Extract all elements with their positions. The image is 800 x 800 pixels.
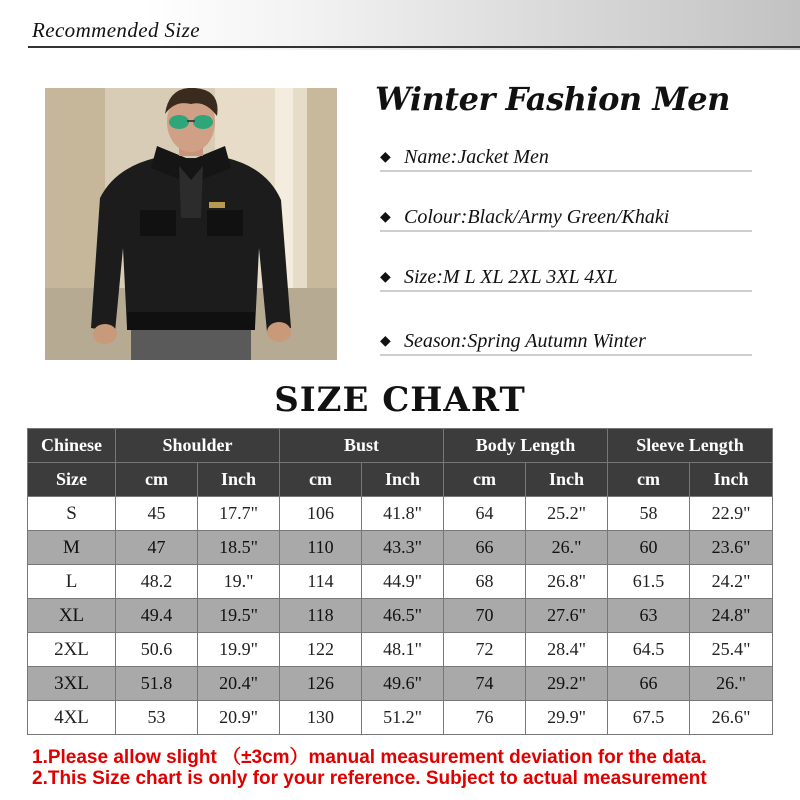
spec-season [380, 330, 752, 356]
table-cell: 19.9" [198, 633, 280, 667]
table-cell: 25.4" [690, 633, 773, 667]
table-row [28, 701, 773, 735]
table-cell: 26.6" [690, 701, 773, 735]
table-cell: 63 [608, 599, 690, 633]
size-chart-table [27, 428, 773, 735]
headline: Winter Fashion Men [375, 80, 730, 118]
table-cell: 66 [608, 667, 690, 701]
table-cell: 19.5" [198, 599, 280, 633]
spec-name [380, 146, 752, 172]
table-cell: 20.9" [198, 701, 280, 735]
table-cell: 29.9" [526, 701, 608, 735]
table-cell: 64.5 [608, 633, 690, 667]
table-cell: 43.3" [362, 531, 444, 565]
table-cell: 51.2" [362, 701, 444, 735]
diamond-bullet-icon: ◆ [380, 150, 391, 165]
unit-header: cm [280, 463, 362, 497]
table-cell: 50.6 [116, 633, 198, 667]
table-cell: 29.2" [526, 667, 608, 701]
table-cell: 44.9" [362, 565, 444, 599]
unit-header: Inch [690, 463, 773, 497]
table-cell: 26.8" [526, 565, 608, 599]
table-cell: 24.2" [690, 565, 773, 599]
note-reference: 2.This Size chart is only for your reference. Subject to actual measurement [32, 768, 707, 789]
table-cell: 130 [280, 701, 362, 735]
table-cell: 70 [444, 599, 526, 633]
table-cell: 68 [444, 565, 526, 599]
table-cell: 26." [526, 531, 608, 565]
size-cell: 3XL [28, 667, 116, 701]
table-cell: 76 [444, 701, 526, 735]
spec-label: Season:Spring Autumn Winter [404, 330, 646, 352]
table-row [28, 599, 773, 633]
size-cell: 4XL [28, 701, 116, 735]
group-header-shoulder: Shoulder [116, 429, 280, 463]
table-cell: 45 [116, 497, 198, 531]
spec-label: Name:Jacket Men [404, 146, 549, 168]
diamond-bullet-icon: ◆ [380, 334, 391, 349]
section-title: Recommended Size [32, 18, 200, 42]
table-cell: 17.7" [198, 497, 280, 531]
table-cell: 26." [690, 667, 773, 701]
unit-header: Inch [526, 463, 608, 497]
spec-size [380, 266, 752, 292]
table-cell: 110 [280, 531, 362, 565]
table-cell: 25.2" [526, 497, 608, 531]
note-deviation: 1.Please allow slight （±3cm）manual measurement deviation for the data. [32, 747, 707, 768]
spec-label: Colour:Black/Army Green/Khaki [404, 206, 670, 228]
size-cell: XL [28, 599, 116, 633]
table-cell: 48.1" [362, 633, 444, 667]
group-header-sleeve-length: Sleeve Length [608, 429, 773, 463]
group-header-body-length: Body Length [444, 429, 608, 463]
table-cell: 126 [280, 667, 362, 701]
table-cell: 48.2 [116, 565, 198, 599]
table-row [28, 667, 773, 701]
table-cell: 41.8" [362, 497, 444, 531]
table-cell: 118 [280, 599, 362, 633]
table-row [28, 565, 773, 599]
size-chart-title: SIZE CHART [274, 380, 526, 420]
unit-header: cm [444, 463, 526, 497]
unit-header: cm [608, 463, 690, 497]
table-row [28, 531, 773, 565]
table-cell: 22.9" [690, 497, 773, 531]
table-cell: 72 [444, 633, 526, 667]
size-cell: S [28, 497, 116, 531]
size-header-bottom: Size [28, 463, 116, 497]
table-cell: 67.5 [608, 701, 690, 735]
diamond-bullet-icon: ◆ [380, 210, 391, 225]
header-band [0, 0, 800, 50]
table-cell: 23.6" [690, 531, 773, 565]
table-cell: 24.8" [690, 599, 773, 633]
unit-header: cm [116, 463, 198, 497]
table-cell: 106 [280, 497, 362, 531]
table-cell: 19." [198, 565, 280, 599]
table-cell: 64 [444, 497, 526, 531]
spec-colour [380, 206, 752, 232]
size-header-top: Chinese [28, 429, 116, 463]
table-cell: 53 [116, 701, 198, 735]
table-cell: 60 [608, 531, 690, 565]
diamond-bullet-icon: ◆ [380, 270, 391, 285]
table-cell: 61.5 [608, 565, 690, 599]
unit-header: Inch [198, 463, 280, 497]
table-cell: 47 [116, 531, 198, 565]
header-divider [28, 46, 800, 48]
table-cell: 122 [280, 633, 362, 667]
product-photo [45, 88, 337, 360]
table-cell: 74 [444, 667, 526, 701]
spec-label: Size:M L XL 2XL 3XL 4XL [404, 266, 618, 288]
table-row [28, 633, 773, 667]
table-cell: 18.5" [198, 531, 280, 565]
unit-header: Inch [362, 463, 444, 497]
table-cell: 49.4 [116, 599, 198, 633]
size-cell: M [28, 531, 116, 565]
size-cell: 2XL [28, 633, 116, 667]
table-cell: 20.4" [198, 667, 280, 701]
table-cell: 58 [608, 497, 690, 531]
group-header-bust: Bust [280, 429, 444, 463]
size-cell: L [28, 565, 116, 599]
table-cell: 51.8 [116, 667, 198, 701]
table-cell: 46.5" [362, 599, 444, 633]
table-row [28, 497, 773, 531]
table-cell: 27.6" [526, 599, 608, 633]
table-cell: 114 [280, 565, 362, 599]
table-cell: 66 [444, 531, 526, 565]
table-cell: 49.6" [362, 667, 444, 701]
table-cell: 28.4" [526, 633, 608, 667]
